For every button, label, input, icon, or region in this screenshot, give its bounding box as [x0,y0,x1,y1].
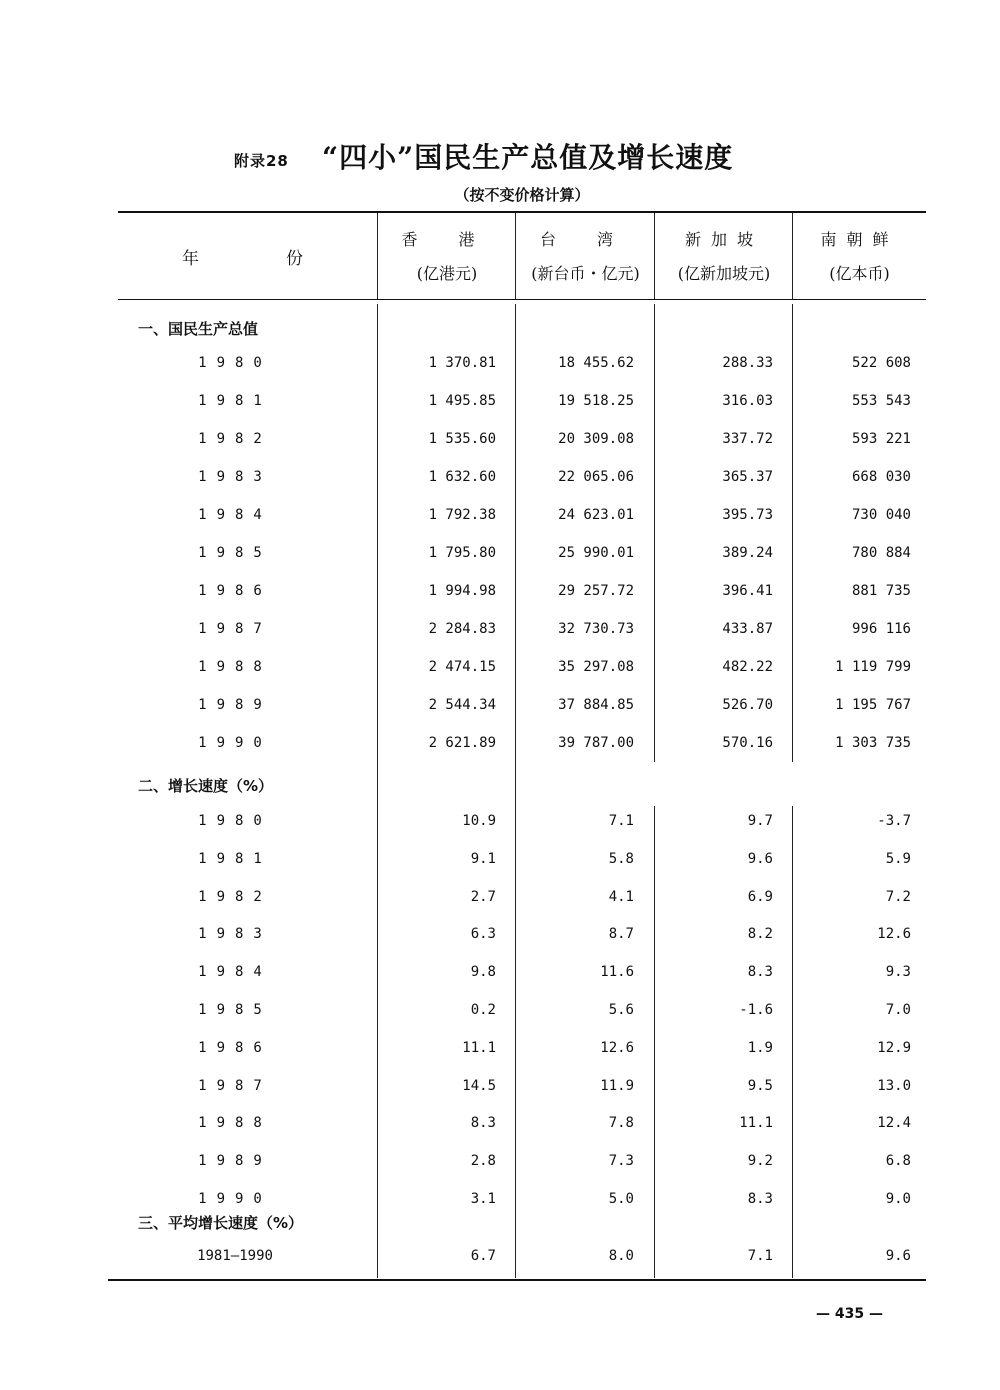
table-row [0,1248,1000,1272]
column-unit: (亿港元) [416,264,478,283]
table-cell: 7.0 [885,1002,911,1018]
row-year: 1981—1990 [197,1248,273,1264]
table-row [0,469,1000,493]
table-cell: 18 455.62 [558,355,634,371]
table-cell: 4.1 [608,889,634,905]
table-cell: 1 495.85 [428,393,496,409]
row-year: 1981 [198,393,272,409]
table-cell: 780 884 [851,545,911,561]
column-name: 新加坡 [684,230,763,249]
appendix-label: 附录28 [234,152,289,170]
table-cell: 6.3 [470,926,496,942]
table-cell: 316.03 [722,393,773,409]
row-year: 1984 [198,507,272,523]
table-cell: 288.33 [722,355,773,371]
table-cell: 365.37 [722,469,773,485]
table-cell: 433.87 [722,621,773,637]
table-cell: 593 221 [851,431,911,447]
table-cell: 1 994.98 [428,583,496,599]
table-cell: 2.7 [470,889,496,905]
table-cell: 12.6 [600,1040,634,1056]
table-cell: 6.8 [885,1153,911,1169]
title-block [0,136,1000,176]
table-row [0,1153,1000,1177]
row-year: 1987 [198,1078,272,1094]
column-divider [515,213,516,299]
table-cell: 9.8 [470,964,496,980]
row-year: 1983 [198,469,272,485]
table-cell: 14.5 [462,1078,496,1094]
table-cell: 11.9 [600,1078,634,1094]
table-cell: 1 792.38 [428,507,496,523]
table-cell: 2 621.89 [428,735,496,751]
table-cell: 9.6 [747,851,773,867]
row-year: 1988 [198,1115,272,1131]
table-cell: 9.6 [885,1248,911,1264]
table-cell: 6.7 [470,1248,496,1264]
table-cell: 5.6 [608,1002,634,1018]
table-cell: 1 303 735 [835,735,911,751]
table-cell: 22 065.06 [558,469,634,485]
table-cell: 389.24 [722,545,773,561]
table-cell: 7.1 [747,1248,773,1264]
table-cell: 8.0 [608,1248,634,1264]
table-row [0,926,1000,950]
table-cell: 9.3 [885,964,911,980]
table-cell: 12.9 [877,1040,911,1056]
table-cell: 2.8 [470,1153,496,1169]
table-cell: 8.3 [747,1191,773,1207]
table-cell: 24 623.01 [558,507,634,523]
table-row [0,583,1000,607]
table-cell: 35 297.08 [558,659,634,675]
table-row [0,889,1000,913]
table-cell: -1.6 [739,1002,773,1018]
table-cell: 7.3 [608,1153,634,1169]
table-cell: 0.2 [470,1002,496,1018]
column-divider [654,213,655,299]
table-header-rule [118,299,926,300]
table-cell: 2 474.15 [428,659,496,675]
table-cell: 11.6 [600,964,634,980]
table-row [0,1040,1000,1064]
table-cell: 29 257.72 [558,583,634,599]
table-row [0,697,1000,721]
row-year: 1981 [198,851,272,867]
row-year: 1985 [198,545,272,561]
table-cell: 5.8 [608,851,634,867]
table-cell: 553 543 [851,393,911,409]
subtitle: （按不变价格计算） [454,186,590,204]
table-cell: 9.7 [747,813,773,829]
column-name: 南朝鲜 [820,230,899,249]
table-row [0,431,1000,455]
row-year: 1989 [198,1153,272,1169]
table-cell: 7.2 [885,889,911,905]
table-cell: 5.9 [885,851,911,867]
table-cell: 11.1 [462,1040,496,1056]
table-row [0,813,1000,837]
column-unit: (新台币・亿元) [531,264,640,283]
column-name: 台 湾 [539,230,632,249]
table-row [0,735,1000,759]
row-year: 1980 [198,813,272,829]
table-row [0,851,1000,875]
table-cell: 12.6 [877,926,911,942]
table-row [0,1078,1000,1102]
table-cell: 1 370.81 [428,355,496,371]
table-cell: 19 518.25 [558,393,634,409]
column-header-hongkong [378,213,516,299]
table-cell: 37 884.85 [558,697,634,713]
table-cell: 526.70 [722,697,773,713]
column-unit: (亿新加坡元) [677,264,771,283]
table-cell: 8.3 [470,1115,496,1131]
table-cell: 996 116 [851,621,911,637]
row-year: 1982 [198,431,272,447]
column-divider [792,213,793,299]
table-cell: 9.1 [470,851,496,867]
table-cell: 8.3 [747,964,773,980]
table-cell: 396.41 [722,583,773,599]
table-cell: 881 735 [851,583,911,599]
column-header-taiwan [516,213,655,299]
table-cell: 337.72 [722,431,773,447]
table-cell: 8.2 [747,926,773,942]
table-row [0,1115,1000,1139]
section-heading: 二、增长速度（%） [138,777,274,795]
table-cell: 668 030 [851,469,911,485]
row-year: 1989 [198,697,272,713]
table-cell: 1.9 [747,1040,773,1056]
table-bottom-rule [108,1279,926,1281]
row-year: 1985 [198,1002,272,1018]
table-cell: 1 195 767 [835,697,911,713]
table-cell: 2 544.34 [428,697,496,713]
page-title: “四小”国民生产总值及增长速度 [322,141,734,174]
section-heading: 一、国民生产总值 [138,320,259,338]
table-cell: 2 284.83 [428,621,496,637]
column-name: 香 港 [401,230,493,249]
table-cell: 6.9 [747,889,773,905]
section-heading: 三、平均增长速度（%） [138,1214,304,1232]
table-cell: 1 119 799 [835,659,911,675]
table-cell: 8.7 [608,926,634,942]
row-year: 1987 [198,621,272,637]
table-cell: 11.1 [739,1115,773,1131]
table-cell: 1 632.60 [428,469,496,485]
table-cell: 10.9 [462,813,496,829]
table-cell: 25 990.01 [558,545,634,561]
table-cell: 12.4 [877,1115,911,1131]
table-cell: 9.5 [747,1078,773,1094]
table-cell: 32 730.73 [558,621,634,637]
row-year: 1988 [198,659,272,675]
table-cell: 13.0 [877,1078,911,1094]
row-year: 1982 [198,889,272,905]
table-cell: 522 608 [851,355,911,371]
table-cell: 7.1 [608,813,634,829]
table-cell: 20 309.08 [558,431,634,447]
table-cell: 39 787.00 [558,735,634,751]
column-unit: (亿本币) [829,264,890,283]
table-cell: 7.8 [608,1115,634,1131]
table-cell: -3.7 [877,813,911,829]
row-year: 1986 [198,1040,272,1056]
year-header-char-1: 年 [182,249,199,269]
year-header-char-2: 份 [286,249,303,269]
table-row [0,1002,1000,1026]
table-cell: 9.0 [885,1191,911,1207]
table-cell: 3.1 [470,1191,496,1207]
table-row [0,355,1000,379]
table-cell: 395.73 [722,507,773,523]
table-row [0,507,1000,531]
column-header-southkorea [793,213,926,299]
table-row [0,964,1000,988]
table-row [0,621,1000,645]
page-number: — 435 — [816,1306,883,1322]
table-cell: 730 040 [851,507,911,523]
table-cell: 1 535.60 [428,431,496,447]
row-year: 1986 [198,583,272,599]
table-cell: 570.16 [722,735,773,751]
column-divider [377,213,378,299]
table-cell: 5.0 [608,1191,634,1207]
table-cell: 482.22 [722,659,773,675]
column-header-singapore [655,213,793,299]
table-cell: 1 795.80 [428,545,496,561]
table-row [0,393,1000,417]
row-year: 1990 [198,735,272,751]
row-year: 1980 [198,355,272,371]
row-year: 1990 [198,1191,272,1207]
row-year: 1983 [198,926,272,942]
table-row [0,659,1000,683]
table-row [0,545,1000,569]
row-year: 1984 [198,964,272,980]
table-cell: 9.2 [747,1153,773,1169]
